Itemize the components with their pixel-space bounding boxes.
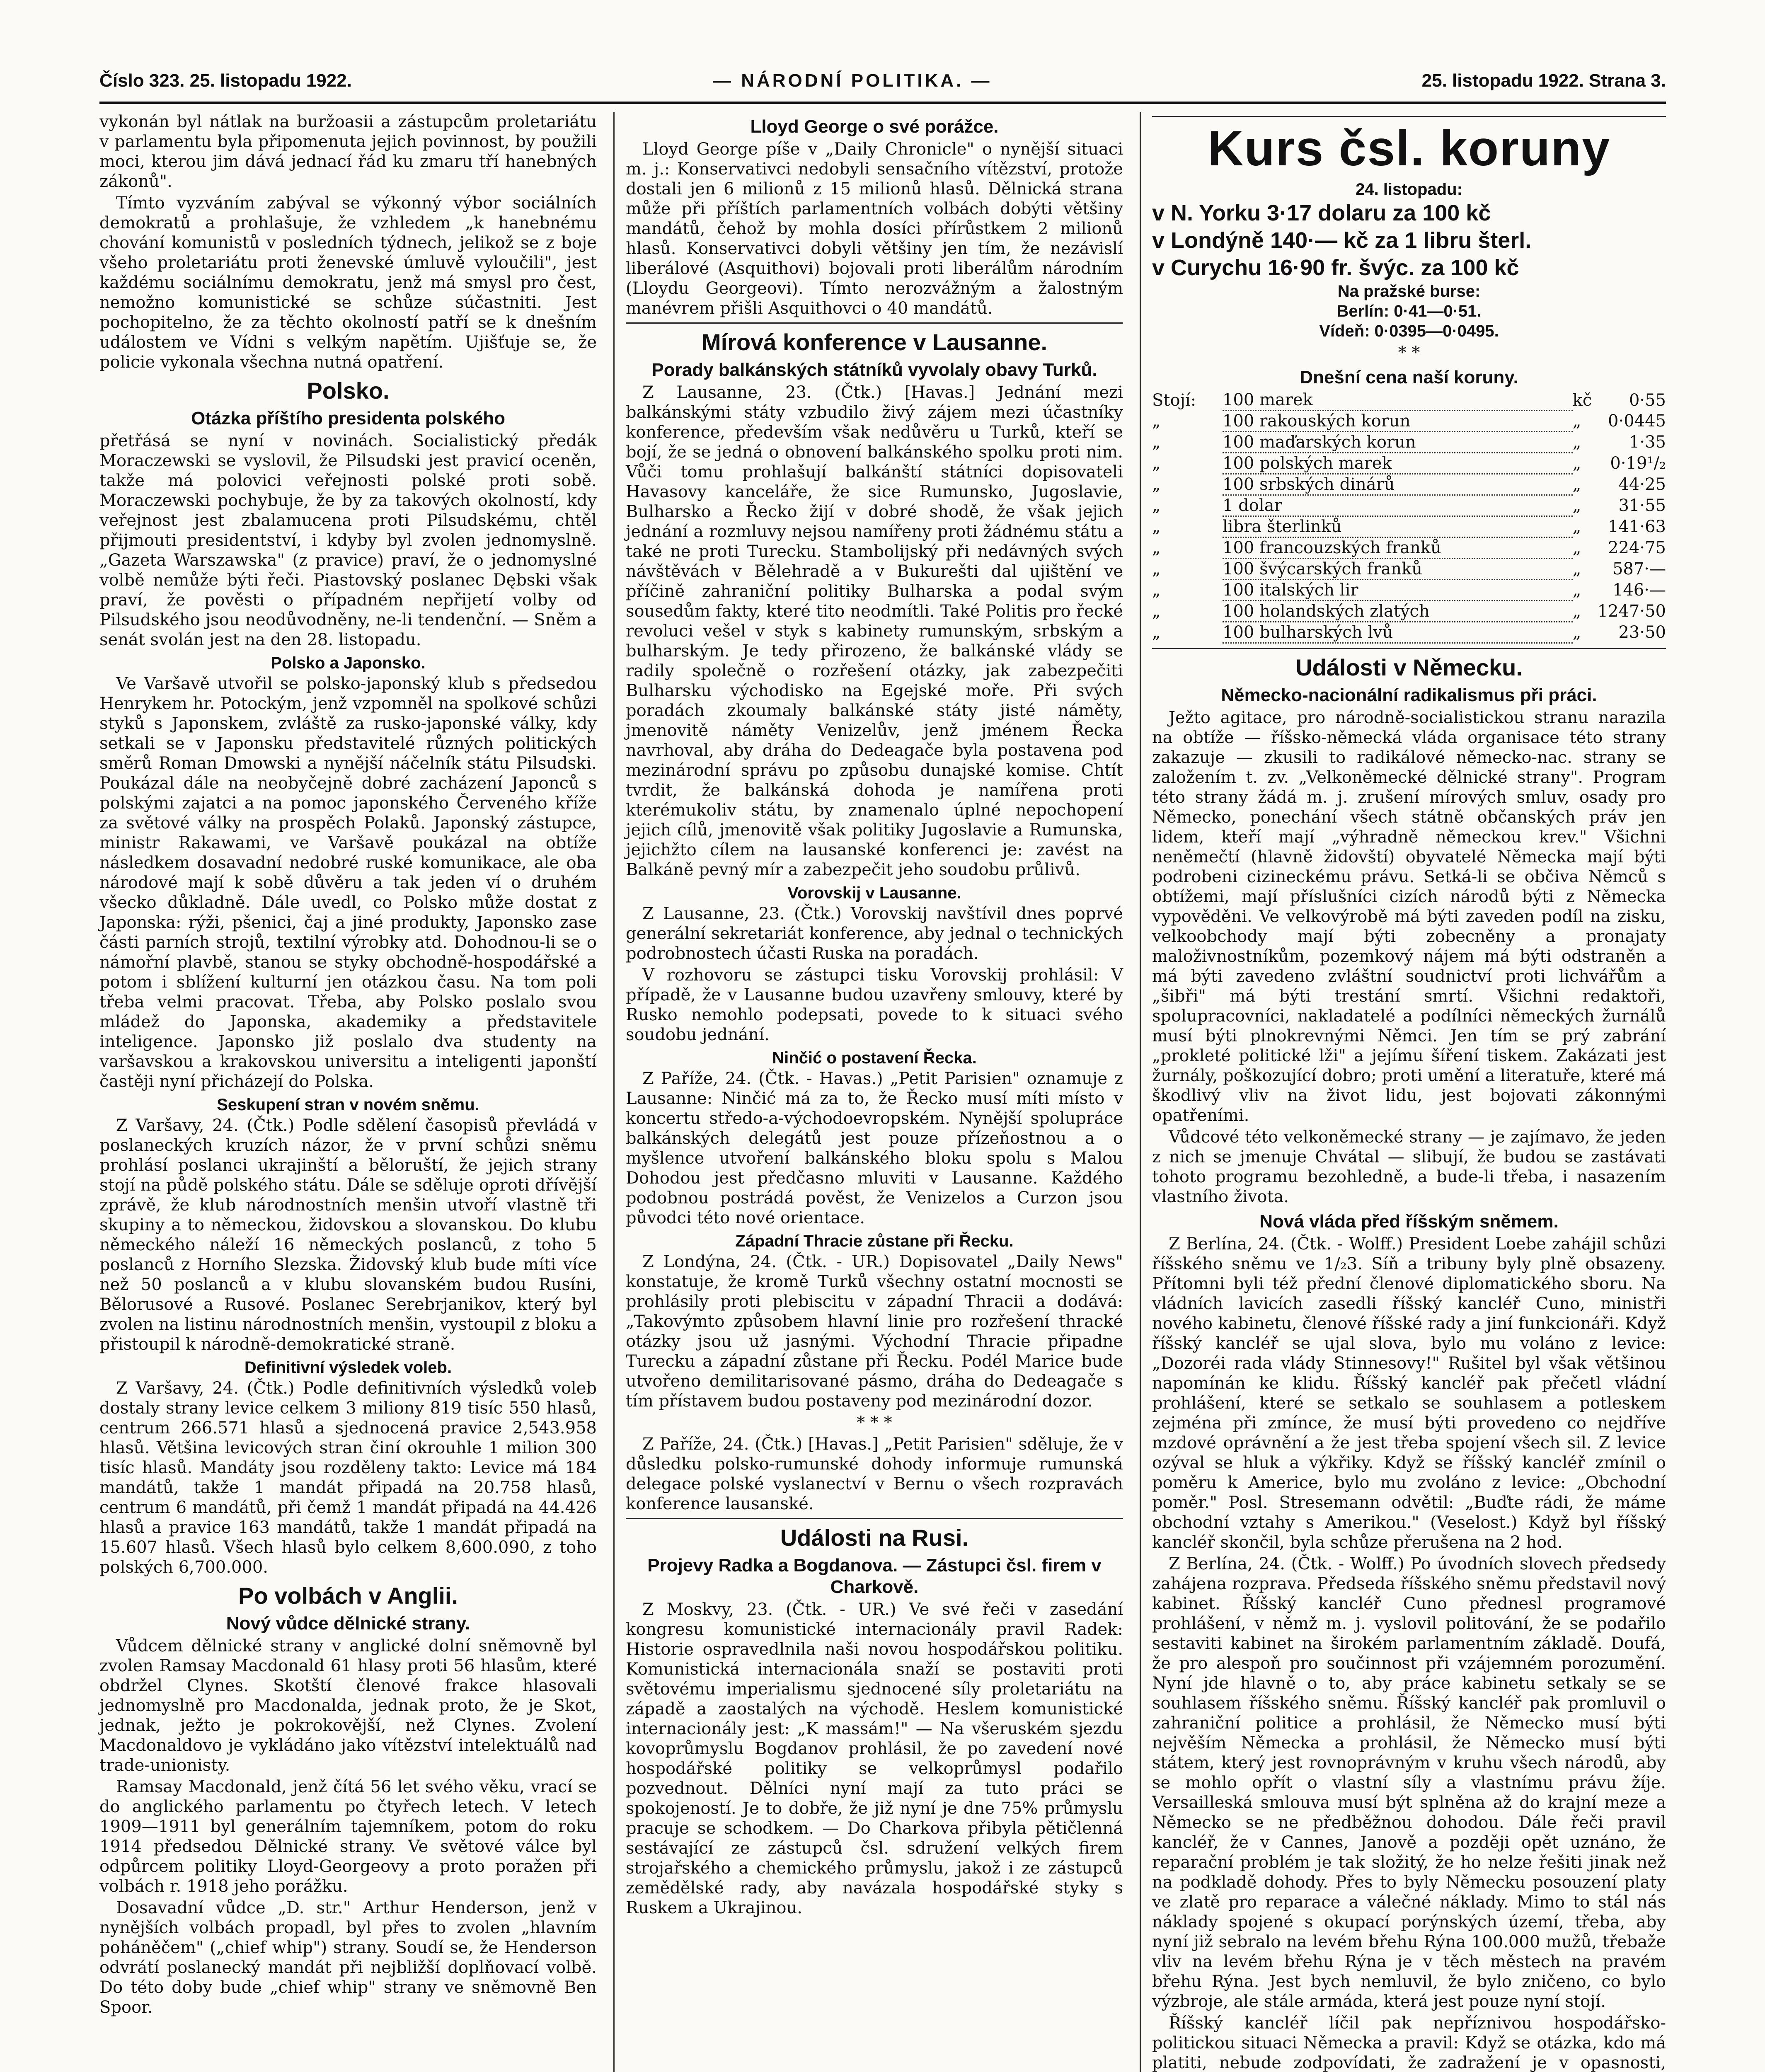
section-rule	[626, 1518, 1123, 1519]
currency-value: 1·35	[1629, 433, 1666, 452]
currency-value: 141·63	[1608, 517, 1666, 536]
section-heading: Mírová konference v Lausanne.	[701, 329, 1048, 355]
bourse-line: Vídeň: 0·0395—0·0495.	[1319, 322, 1499, 340]
currency-row	[1152, 537, 1666, 559]
currency-unit: „	[1572, 433, 1581, 452]
currency-value: 23·50	[1618, 623, 1666, 642]
currency-label: 1 dolar	[1223, 495, 1573, 516]
currency-label: 100 holandských zlatých	[1223, 601, 1573, 622]
currency-prefix: „	[1152, 602, 1161, 621]
currency-value: 31·55	[1618, 496, 1666, 515]
separator-stars: * * *	[857, 1413, 892, 1432]
exchange-rate-title: Kurs čsl. koruny	[1207, 121, 1611, 176]
currency-label: 100 polských marek	[1223, 453, 1573, 474]
exchange-rate-line: v Curychu 16·90 fr. švýc. za 100 kč	[1152, 255, 1519, 280]
currency-prefix: „	[1152, 411, 1161, 431]
currency-label: 100 srbských dinárů	[1223, 474, 1573, 495]
article-headline: Nový vůdce dělnické strany.	[226, 1613, 470, 1634]
article-paragraph: Ramsay Macdonald, jenž čítá 56 let svého věku, vrací se do anglického parlamentu po čtyřech letech. V letech 1909—1911 byl generálním tajemníkem, potom do roku 1914 předsedou Dělnické strany. Ve světové válce byl odpůrcem politiky Lloyd-Georgeovy a proto poražen při volbách r. 1918 jeho porážku.	[99, 1777, 597, 1896]
currency-value: 0·55	[1629, 390, 1666, 410]
currency-unit: „	[1572, 517, 1581, 536]
exchange-rate-line: v Londýně 140·— kč za 1 libru šterl.	[1152, 228, 1532, 253]
currency-row	[1152, 432, 1666, 453]
currency-row	[1152, 516, 1666, 537]
currency-row	[1152, 495, 1666, 516]
article-paragraph: Z Paříže, 24. (Čtk.) [Havas.] „Petit Parisien" sděluje, že v důsledku polsko-rumunské dohody informuje rumunská delegace polské vyslanectví v Bernu o všech rozpravách konference lausanské.	[626, 1435, 1123, 1513]
currency-row	[1152, 411, 1666, 432]
currency-value: 146·—	[1612, 581, 1666, 600]
currency-label: 100 švýcarských franků	[1223, 559, 1573, 580]
masthead-rule	[99, 102, 1666, 104]
currency-prefix: „	[1152, 517, 1161, 536]
column-middle	[626, 112, 1123, 1920]
article-headline: Vorovskij v Lausanne.	[787, 884, 961, 902]
section-rule	[1152, 116, 1666, 117]
column-divider	[1140, 112, 1141, 2072]
article-headline: Německo-nacionální radikalismus při práci.	[1221, 685, 1597, 705]
column-left	[99, 112, 597, 2019]
currency-value: 224·75	[1608, 538, 1666, 557]
article-paragraph: Říšský kancléř líčil pak nepříznivou hospodářsko-politickou situaci Německa a pravil: Když se otázka, kdo má platiti, nebude zodpovídati, že zadražení je v opasnosti,	[1152, 2014, 1666, 2072]
currency-label: 100 marek	[1223, 390, 1573, 411]
page-number: 25. listopadu 1922. Strana 3.	[1421, 70, 1666, 91]
currency-unit: kč	[1572, 390, 1592, 410]
currency-value: 587·—	[1612, 559, 1666, 579]
currency-row	[1152, 474, 1666, 495]
currency-row	[1152, 622, 1666, 643]
article-paragraph: Z Lausanne, 23. (Čtk.) [Havas.] Jednání mezi balkánskými státy vzbudilo živý zájem mezi účastníky konference, především však nedůvěru u Turků, kteří se bojí, že se jedná o obnovení balkánského spolku proti nim. Vůči tomu prohlašují balkánští státníci dopisovateli Havasovy kanceláře, že sice Rumunsko, Jugoslavie, Bulharsko a Řecko žijí v dobré shodě, že však jejich jednání a rozmluvy nejsou namířeny proti žádnému státu a také ne proti Turecku. Stambolijský při nedávných svých návštěvách v Bělehradě a v Bukurešti dal ujištění ve příčině zahraniční politiky Bulharska a podal svým sousedům fakty, které tito neodmítli. Také Politis pro řecké revoluci vešel v styk s kabinety rumunským, srbským a bulharským. Je tedy přirozeno, že balkánské vlády se radily společně o rozřešení otázky, jak zabezpečiti Bulharsku východisko na Egejské moře. Při svých poradách zkoumaly balkánské státy jisté náměty, jmenovitě náměty Venizelův, jenž jménem Řecka navrhoval, aby dráha do Dedeagače byla postavena pod mezinárodní správu po způsobu dunajské komise. Chtít tvrdit, že balkánská dohoda je namířena proti kterémukoliv státu, by znamenalo úplné nepochopení jejich cílů, jmenovitě však politiky Jugoslavie a Rumunska, jejichžto cílem na lausanské konferenci je: zavést na Balkáně pevný mír a zabezpečit jeho soudobu průlivů.	[626, 383, 1123, 879]
currency-row	[1152, 453, 1666, 474]
article-headline: Ninčić o postavení Řecka.	[772, 1049, 977, 1067]
currency-prefix: Stojí:	[1152, 390, 1196, 410]
currency-unit: „	[1572, 475, 1581, 494]
column-right	[1152, 112, 1666, 2072]
currency-row	[1152, 601, 1666, 622]
currency-row	[1152, 580, 1666, 601]
currency-unit: „	[1572, 496, 1581, 515]
currency-prefix: „	[1152, 559, 1161, 579]
article-paragraph: Z Varšavy, 24. (Čtk.) Podle sdělení časopisů převládá v poslaneckých kruzích názor, že v první schůzi sněmu prohlásí poslanci ukrajinští a běloruští, že jejich strany stojí na půdě polského státu. Dále se sděluje oproti dřívější zprávě, že klub národnostních menšin utvoří vlastně tři skupiny a to německou, židovskou a slovanskou. Do klubu německého náleží 16 německých poslanců, z toho 5 poslanců z Horního Slezska. Židovský klub bude míti více než 50 poslanců a v klubu slovanském budou Rusíni, Bělorusové a Rusové. Poslanec Serebrjanikov, který byl zvolen na listinu národnostních menšin, vystoupil z bloku a přistoupil k národně-demokratické straně.	[99, 1116, 597, 1354]
section-rule	[626, 322, 1123, 324]
article-headline: Lloyd George o své porážce.	[750, 116, 999, 137]
currency-label: 100 francouzských franků	[1223, 537, 1573, 559]
currency-unit: „	[1572, 538, 1581, 557]
section-rule	[1152, 648, 1666, 649]
currency-prefix: „	[1152, 454, 1161, 473]
currency-unit: „	[1572, 454, 1581, 473]
currency-prefix: „	[1152, 623, 1161, 642]
currency-unit: „	[1572, 623, 1581, 642]
currency-value: 0·0445	[1608, 411, 1666, 431]
article-paragraph: přetřásá se nyní v novinách. Socialistický předák Moraczewski se vyslovil, že Pilsudski jest pravicí oceněn, takže má polovici veřejnosti polské proti sobě. Moraczewski pochybuje, že by za takových okolností, kdy veřejnost jest zbalamucena proti Pilsudskému, chtěl přijmouti presidentství, i kdyby byl zvolen jednomyslně. „Gazeta Warszawska" (z pravice) praví, že o jednomyslné volbě nemůže býti řeči. Piastovský poslanec Dębski však praví, že pověsti o případném nepřijetí volby od Pilsudského jsou neodůvodněny, ne-li tendenční. — Sněm a senát svolán jest na den 28. listopadu.	[99, 431, 597, 649]
article-paragraph: Lloyd George píše v „Daily Chronicle" o nynější situaci m. j.: Konservativci nedobyli sensačního vítězství, protože dostali jen 6 milionů z 15 milionů hlasů. Dělnická strana může při příštích parlamentních volbách dobýti většiny mandátů, čehož by mohla dosíci přírůstkem 2 milionů hlasů. Konservativci dobyli většiny jen tím, že nezávislí liberálové (Asquithovi) bojovali proti liberálům národním (Lloydu Georgeovi). Tímto nerozvážným a žalostným manévrem přišli Asquithovci o 40 mandátů.	[626, 140, 1123, 318]
section-heading: Události na Rusi.	[780, 1525, 969, 1551]
article-paragraph: Tímto vyzváním zabýval se výkonný výbor sociálních demokratů a prohlašuje, že vzhledem „k hanebnému chování komunistů v posledních týdnech, jelikož se z boje všeho proletariátu proti ženevské úmluvě vyloučili", jest každému sociálnímu demokratu, jenž má smysl pro čest, nemožno komunistické se schůze súčastniti. Jest pochopitelno, že za těchto okolností patří se k dnešním událostem ve Vídni s velkým napětím. Ujišťuje se, že policie vykonala všechna nutná opatření.	[99, 194, 597, 372]
currency-prefix: „	[1152, 496, 1161, 515]
section-heading: Po volbách v Anglii.	[238, 1583, 458, 1609]
article-paragraph: Z Lausanne, 23. (Čtk.) Vorovskij navštívil dnes poprvé generální sekretariát konference, aby jednal o technických podrobnostech účasti Ruska na poradách.	[626, 904, 1123, 963]
exchange-rate-line: v N. Yorku 3·17 dolaru za 100 kč	[1152, 201, 1491, 225]
article-paragraph: Vůdcem dělnické strany v anglické dolní sněmovně byl zvolen Ramsay Macdonald 61 hlasy proti 56 hlasům, které obdržel Clynes. Skotští členové frakce hlasovali jednomyslně pro Macdonalda, jednak proto, že je Skot, jednak, ježto je pokrokovější, než Clynes. Zvolení Macdonaldovo je vykládáno jako vítězství intelektuálů nad trade-unionisty.	[99, 1636, 597, 1775]
newspaper-page	[75, 62, 1666, 2072]
currency-value: 0·19¹/₂	[1610, 454, 1666, 473]
article-paragraph: Z Berlína, 24. (Čtk. - Wolff.) Po úvodních slovech předsedy zahájena rozprava. Předseda říšského sněmu představil nový kabinet. Říšský kancléř Cuno přednesl programové prohlášení, v němž m. j. vyslovil politování, že se podařilo sestaviti kabinet na širokém parlamentním základě. Doufá, že pro alespoň pro součinnost při vzájemném porozumění. Nyní jde hlavně o to, aby práce kabinetu setkaly se se souhlasem říšského sněmu. Říšský kancléř pak promluvil o zahraniční politice a prohlásil, že Německo musí býti nejvěším Německa a prohlásil, že Německo musí býti státem, který jest rovnoprávným v kruhu všech národů, aby se mohlo opřít o vlastní síly a vlastnímu právu žíje. Versailleská smlouva musí být splněna až do krajní meze a Německo se ne předběžnou dohodou. Dále řeči pravil kancléř, že v Cannes, Janově a později opět uznáno, že reparační problém je tak složitý, že ho nelze řešiti jinak než na podkladě dohody. Přes to byly Německu posouzení platy ve zlatě pro reparace a válečné náklady. Mimo to stál nás náklady spojené s okupací porýnských území, třeba, aby nyní již sebralo na levém břehu Rýna 100.000 mužů, třebaže vliv na levém břehu Rýna je v těch městech na pravém břehu Rýna. Jest bych nemluvil, že bylo zničeno, co bylo výzbroje, ale stále armáda, která jest pouze nyní stojí.	[1152, 1554, 1666, 2011]
currency-unit: „	[1572, 559, 1581, 579]
currency-prefix: „	[1152, 538, 1161, 557]
article-headline: Polsko a Japonsko.	[271, 654, 426, 672]
article-headline: Západní Thracie zůstane při Řecku.	[735, 1232, 1014, 1250]
column-divider	[613, 112, 615, 2072]
currency-unit: „	[1572, 411, 1581, 431]
currency-row	[1152, 559, 1666, 580]
currency-value: 1247·50	[1597, 602, 1666, 621]
section-heading: Polsko.	[307, 378, 390, 404]
separator-stars: * *	[1398, 343, 1420, 362]
article-headline: Otázka příštího presidenta polského	[191, 408, 505, 428]
currency-prefix: „	[1152, 475, 1161, 494]
article-paragraph: Ve Varšavě utvořil se polsko-japonský klub s předsedou Henrykem hr. Potockým, jenž vzpomněl na spolkové schůzi styků s Japonskem, zvláště za rusko-japonské války, kdy setkali se v Japonsku představitelé různých politických směrů Roman Dmowski a nynější náčelník státu Pilsudski. Poukázal dále na neobyčejně dobré zacházení Japonců s polskými zajatci a na pomoc japonského Červeného kříže za světové války na prospěch Polaků. Japonský zástupce, ministr Rakawami, ve Varšavě poukázal na obtíže následkem dosavadní nedobré ruské komunikace, ale oba národové mají k sobě důvěru a tak jeden ví o druhém všecko důkladně. Dále uvedl, co Polsko může dostat z Japonska: rýži, pšenici, čaj a jiné produkty, Japonsko zase části parních strojů, textilní výrobky atd. Dohodnou-li se o námořní plavbě, stanou se styky obchodně-hospodářské a potom i sblížení kulturní jen otázkou času. Na tom poli třeba velmi pracovat. Třeba, aby Polsko poslalo svou mládež do Japonska, akademiky a představitele inteligence. Japonsko již poslalo dva studenty na varšavskou a krakovskou universitu a inteligenti japonští častěji nyní přicházejí do Polska.	[99, 674, 597, 1091]
article-paragraph: Z Paříže, 24. (Čtk. - Havas.) „Petit Parisien" oznamuje z Lausanne: Ninčić má za to, že Řecko musí míti místo v koncertu středo-a-východoevropském. Nynější spolupráce balkánských delegátů jest pouze přízeňostnou a o myšlence utvoření balkánského bloku spolu s Malou Dohodou jest předčasno mluviti v Lausanne. Každého podobnou postrádá pověst, že Venizelos a Curzon jsou původci této nové orientace.	[626, 1069, 1123, 1227]
currency-label: 100 bulharských lvů	[1223, 622, 1573, 643]
section-heading: Události v Německu.	[1295, 654, 1523, 680]
bourse-title: Na pražské burse:	[1337, 282, 1481, 300]
article-headline: Porady balkánských státníků vyvolaly obavy Turků.	[651, 360, 1097, 380]
article-paragraph: Vůdcové této velkoněmecké strany — je zajímavo, že jeden z nich se jmenuje Chvátal — slibují, že budou se zastávati tohoto programu bezohledně, a bude-li třeba, i nasazením vlastního života.	[1152, 1128, 1666, 1206]
article-paragraph: Z Varšavy, 24. (Čtk.) Podle definitivních výsledků voleb dostaly strany levice celkem 3 miliony 819 tisíc 550 hlasů, centrum 266.571 hlasů a sjednocená pravice 2,543.958 hlasů. Většina levicových stran činí okrouhle 1 milion 300 tisíc hlasů. Mandáty jsou rozděleny takto: Levice má 184 mandátů, takže 1 mandát připadá na 20.758 hlasů, centrum 6 mandátů, při čemž 1 mandát připadá na 44.426 hlasů a pravice 163 mandátů, takže 1 mandát připadá na 15.607 hlasů. Všech hlasů bylo celkem 8,600.090, z toho polských 6,700.000.	[99, 1379, 597, 1577]
article-headline: Nová vláda před říšským sněmem.	[1259, 1211, 1559, 1232]
currency-unit: „	[1572, 581, 1581, 600]
article-paragraph: Z Moskvy, 23. (Čtk. - UR.) Ve své řeči v zasedání kongresu komunistické internacionály pravil Radek: Historie ospravedlnila naši novou hospodářskou politiku. Komunistická internacionála snaží se postaviti proti světovému imperialismu sjednocené síly proletariátu na západě a zaostalých na východě. Heslem komunistické internacionály jest: „K massám!" — Na všeruském sjezdu kovoprůmyslu Bogdanov prohlásil, že po zavedení nové hospodářské politiky se velkoprůmysl podařilo pozvednout. Dělníci nyní mají za tuto práci se spokojeností. Je to dobře, že již nyní je dne 75% průmyslu pracuje se schodkem. — Do Charkova přibyla pětičlenná sestávající ze zástupců čsl. sdružení velkých firem strojařského a chemického průmyslu, jakož i ze zástupců zemědělské rady, aby navázala hospodářské styky s Ruskem a Ukrajinou.	[626, 1600, 1123, 1917]
article-headline: Seskupení stran v novém sněmu.	[217, 1096, 479, 1114]
newspaper-title: — NÁRODNÍ POLITIKA. —	[713, 70, 992, 91]
currency-table-title: Dnešní cena naší koruny.	[1300, 367, 1518, 387]
currency-prefix: „	[1152, 581, 1161, 600]
currency-value: 44·25	[1618, 475, 1666, 494]
article-paragraph: Z Berlína, 24. (Čtk. - Wolff.) President Loebe zahájil schůzi říšského sněmu ve 1/₂3. Síň a tribuny byly plně obsazeny. Přítomni byli též přední členové diplomatického sboru. Na vládních lavicích zasedli říšský kancléř Cuno, ministři nového kabinetu, členové říšské rady a jiní funkcionáři. Když říšský kancléř se ujal slova, bylo mu voláno z levice: „Dozoréi rada vlády Stinnesovy!" Rušitel byl však většinou napomínán ke klidu. Říšský kancléř pak přečetl vládní prohlášení, které se setkalo se souhlasem a potleskem zejména při zmínce, že musí býti provedeno co nejdříve mzdové oprávnění a že jest třeba spojení všech sil. Z levice ozýval se hluk a výkřiky. Když se říšský kancléř zmínil o poměru k Americe, bylo mu zvoláno z levice: „Obchodní poměr." Posl. Stresemann odvětil: „Buďte rádi, že máme obchodní vztahy s Amerikou." (Veselost.) Když byl říšský kancléř skončil, byla schůze přerušena na 2 hod.	[1152, 1234, 1666, 1552]
issue-number: Číslo 323. 25. listopadu 1922.	[99, 70, 352, 91]
article-headline: Definitivní výsledek voleb.	[244, 1358, 452, 1377]
article-paragraph: V rozhovoru se zástupci tisku Vorovskij prohlásil: V případě, že v Lausanne budou uzavřeny smlouvy, které by Rusko nemohlo podepsati, povede to k situaci svého soudobu jednání.	[626, 966, 1123, 1044]
article-headline: Projevy Radka a Bogdanova. — Zástupci čsl. firem v Charkově.	[647, 1555, 1102, 1597]
masthead	[75, 62, 1666, 99]
article-paragraph: vykonán byl nátlak na buržoasii a zástupcům proletariátu v parlamentu byla připomenuta jejich povinnost, by použili moci, kterou jim dává jednací řád ku zmaru tří hanebných zákonů".	[99, 112, 597, 191]
currency-prefix: „	[1152, 433, 1161, 452]
currency-label: 100 rakouských korun	[1223, 411, 1573, 432]
article-paragraph: Dosavadní vůdce „D. str." Arthur Henderson, jenž v nynějších volbách propadl, byl přes to zvolen „hlavním poháněčem" („chief whip") strany. Soudí se, že Henderson odvrátí poslanecký mandát při nejbližší doplňovací volbě. Do této doby bude „chief whip" strany ve sněmovně Ben Spoor.	[99, 1898, 597, 2017]
exchange-rate-date: 24. listopadu:	[1356, 180, 1462, 198]
article-paragraph: Ježto agitace, pro národně-socialistickou stranu narazila na obtíže — říšsko-německá vláda organisace této strany zakazuje — zkusili to radikálové německo-nac. strany se založením t. zv. „Velkoněmecké dělnické strany". Program této strany žádá m. j. zrušení mírových smluv, osady pro Německo, ponechání všech státně občanských práv jen lidem, kteří mají „výhradně německou krev." Všichni neněmečtí (hlavně židovští) obyvatelé Německa mají býti podrobeni cizineckému právu. Setká-li se občiva Němců s obtížemi, mají příslušníci cizích národů býti z Německa vypověděni. Ve velkovýrobě má býti zaveden podíl na zisku, velkoobchody mají býti zobecněny a pronajaty maloživnostníkům, pozemkový nájem má býti odstraněn a má býti zavedeno zvláštní soudnictví proti lichvářům a „šibři" má býti trestání smrtí. Všichni redaktoři, spolupracovníci, nakladatelé a podílníci německých žurnálů musí býti plnokrevnými Němci. Jen tím se prý zabrání „prokleté politické lži" a jejímu šíření tiskem. Zakázati jest žurnály, poškozující dobro; proti umění a literatuře, které má škodlivý vliv na život lidu, jest bojovati zákonnými opatřeními.	[1152, 708, 1666, 1125]
article-paragraph: Z Londýna, 24. (Čtk. - UR.) Dopisovatel „Daily News" konstatuje, že kromě Turků všechny ostatní mocnosti se prohlásily proti plebiscitu v západní Thracii a dodává: „Takovýmto způsobem hlavní linie pro rozřešení thracké otázky jsou už jasnými. Východní Thracie připadne Turecku a západní zůstane při Řecku. Podél Marice bude utvořeno demilitarisované pásmo, dráha do Dedeagače s tím přístavem budou postaveny pod mezinárodní dozor.	[626, 1252, 1123, 1411]
currency-label: libra šterlinků	[1223, 516, 1573, 537]
bourse-line: Berlín: 0·41—0·51.	[1336, 302, 1482, 320]
currency-table	[1152, 390, 1666, 644]
currency-row	[1152, 390, 1666, 411]
currency-label: 100 italských lir	[1223, 580, 1573, 601]
currency-unit: „	[1572, 602, 1581, 621]
currency-label: 100 maďarských korun	[1223, 432, 1573, 453]
